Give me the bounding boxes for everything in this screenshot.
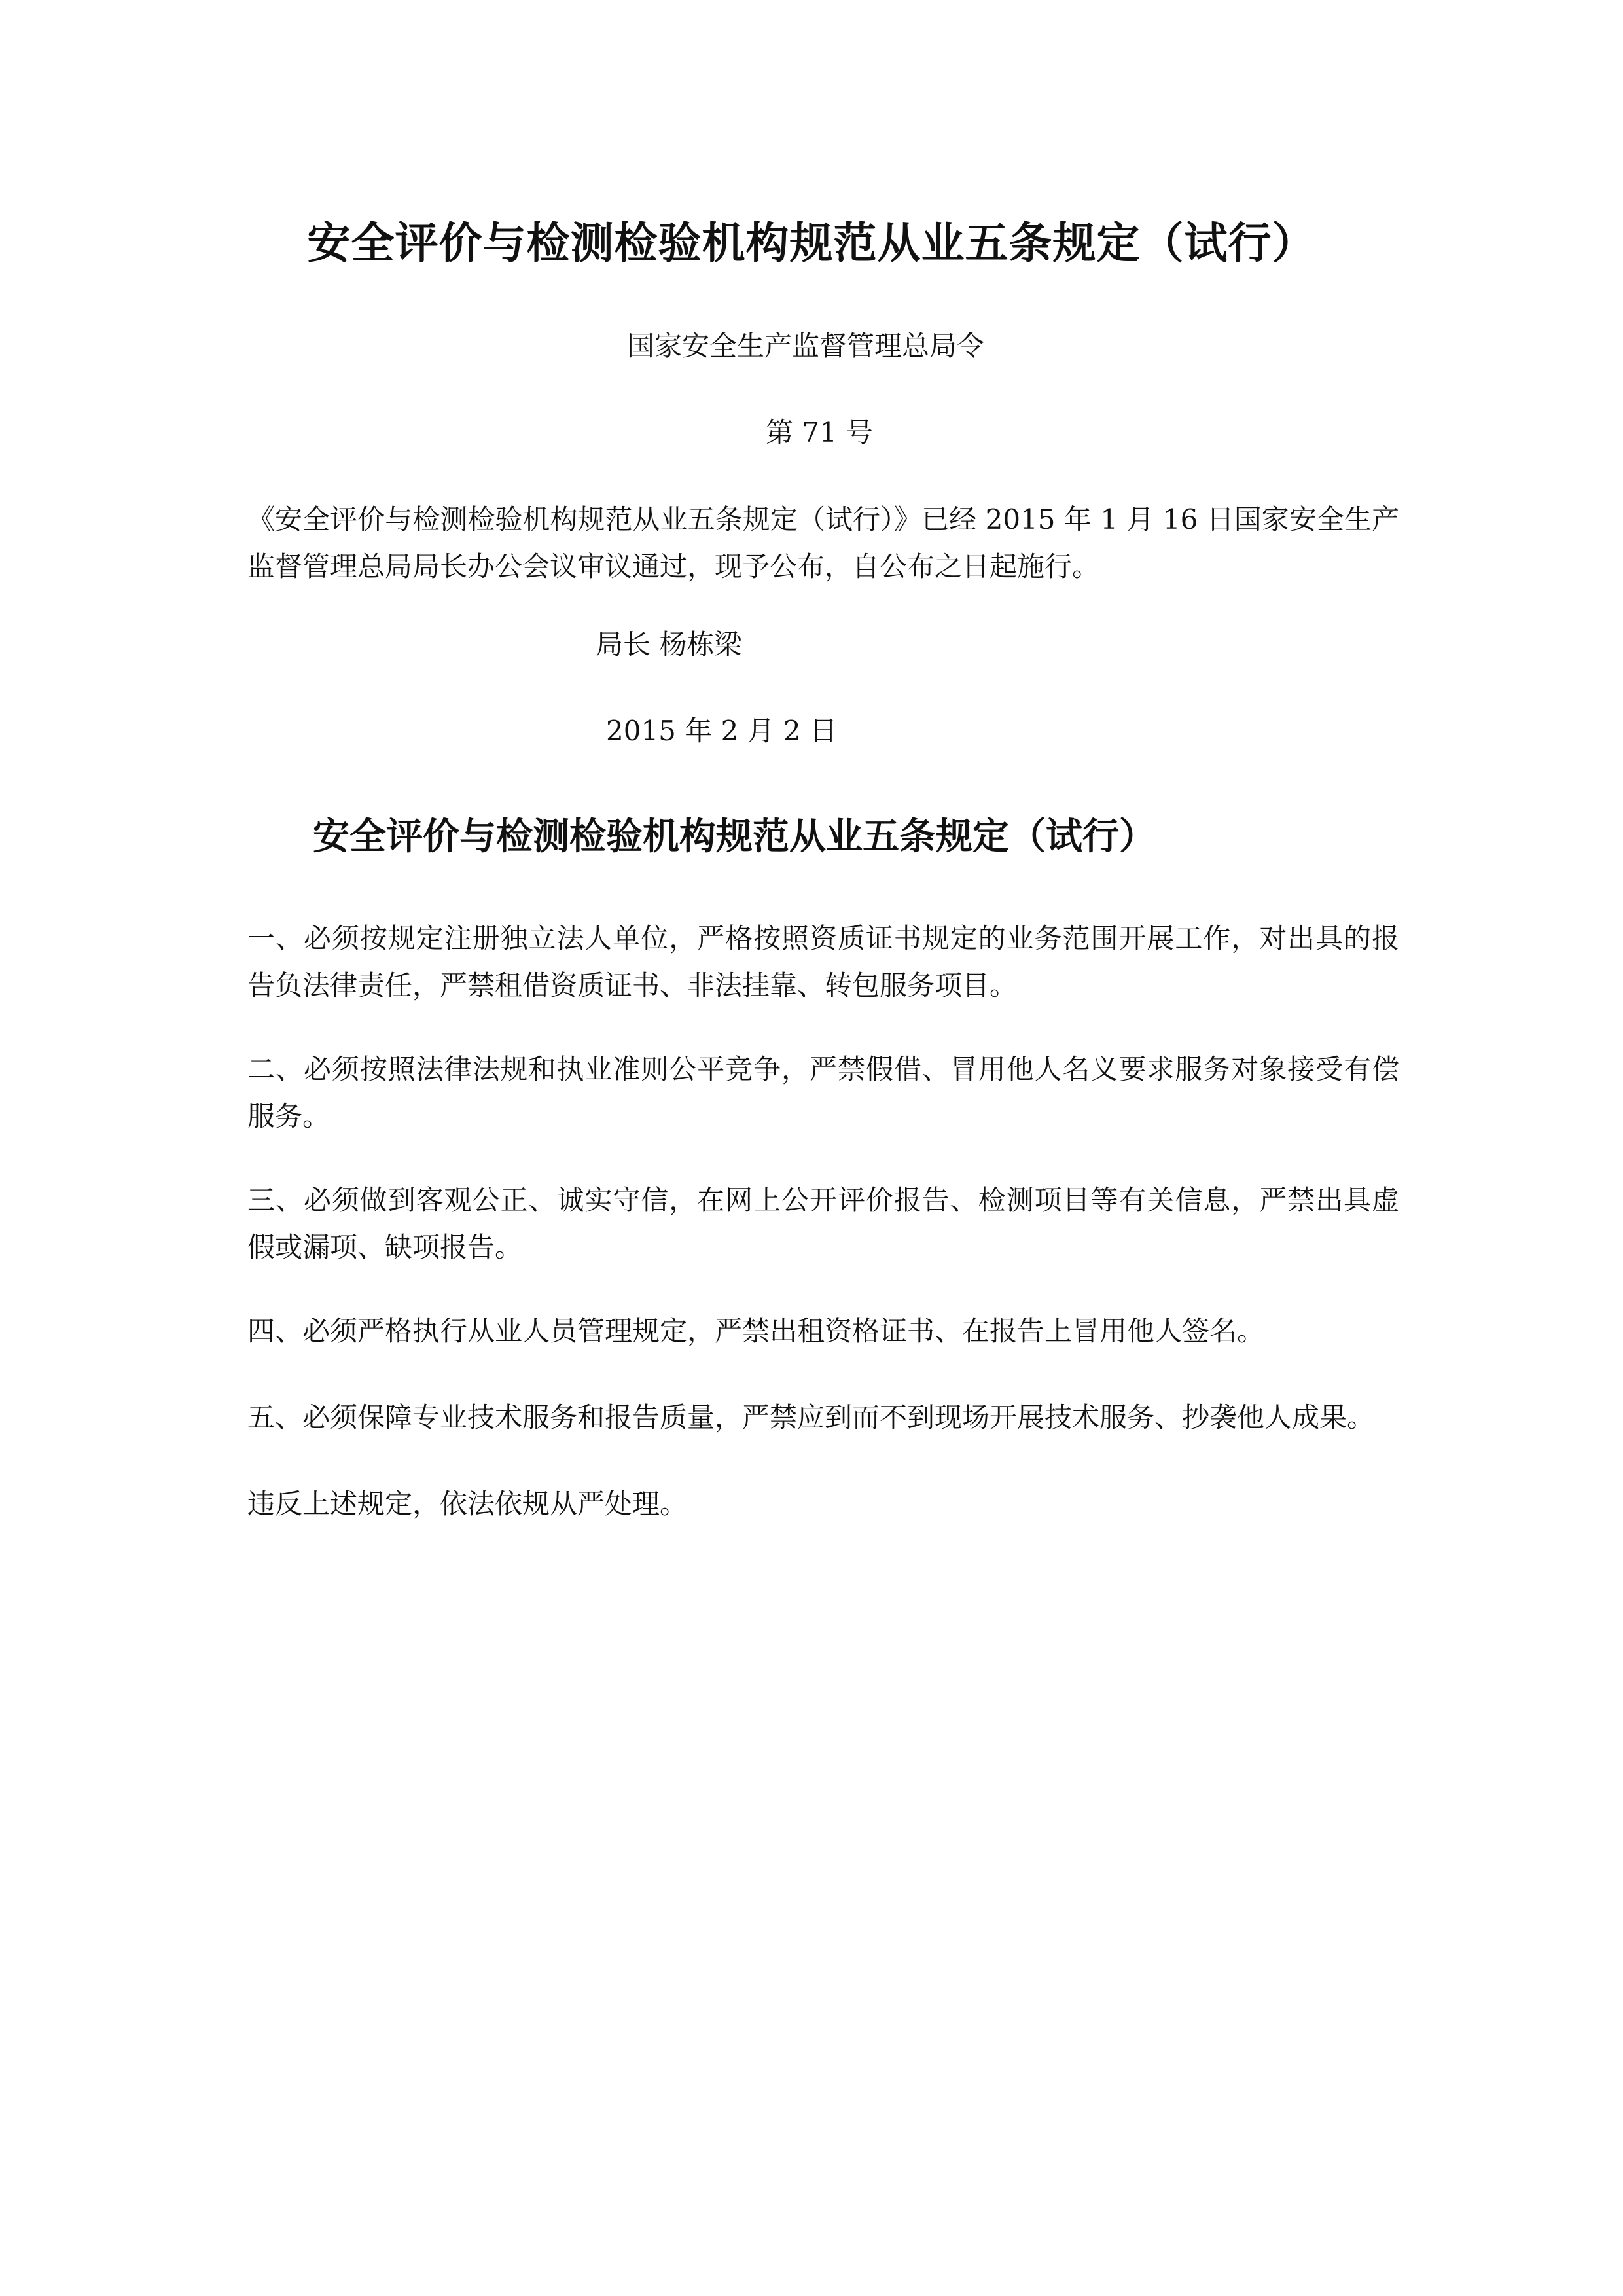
article-4: 四、必须严格执行从业人员管理规定，严禁出租资格证书、在报告上冒用他人签名。 [247,1315,1265,1347]
article-1: 一、必须按规定注册独立法人单位，严格按照资质证书规定的业务范围开展工作，对出具的报告负法律责任，严禁租借资质证书、非法挂靠、转包服务项目。 [247,922,1399,1001]
document-title: 安全评价与检测检验机构规范从业五条规定（试行） [307,217,1316,268]
article-3: 三、必须做到客观公正、诚实守信，在网上公开评价报告、检测项目等有关信息，严禁出具虚假或漏项、缺项报告。 [247,1184,1399,1263]
preamble-paragraph: 《安全评价与检测检验机构规范从业五条规定（试行）》已经 2015 年 1 月 16 日国家安全生产监督管理总局局长办公会议审议通过，现予公布，自公布之日起施行。 [247,503,1399,583]
order-number: 第 71 号 [766,416,874,448]
article-5: 五、必须保障专业技术服务和报告质量，严禁应到而不到现场开展技术服务、抄袭他人成果。 [247,1401,1375,1433]
issuer-line: 国家安全生产监督管理总局令 [627,330,985,362]
signature-line: 局长 杨栋梁 [596,628,742,660]
article-2: 二、必须按照法律法规和执业准则公平竞争，严禁假借、冒用他人名义要求服务对象接受有偿服务。 [247,1053,1399,1132]
date-line: 2015 年 2 月 2 日 [606,715,838,747]
body-title: 安全评价与检测检验机构规范从业五条规定（试行） [313,815,1156,858]
closing-line: 违反上述规定，依法依规从严处理。 [247,1488,688,1520]
